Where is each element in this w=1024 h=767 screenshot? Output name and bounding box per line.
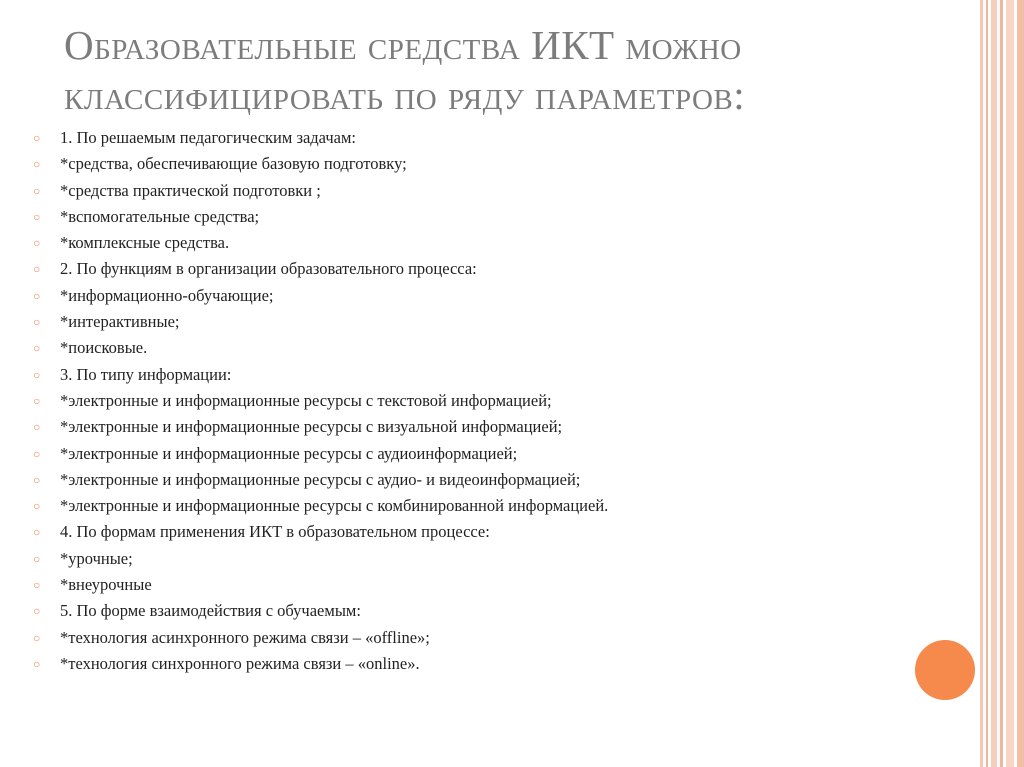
slide-title — [64, 20, 904, 120]
list-item — [30, 204, 910, 230]
list-item — [30, 178, 910, 204]
list-item-text: *внеурочные — [60, 575, 152, 595]
bullet-circle-icon: ○ — [33, 551, 41, 566]
list-item — [30, 467, 910, 493]
slide-title-line-2: классифицировать по ряду параметров: — [64, 72, 746, 118]
list-item — [30, 125, 910, 151]
bullet-circle-icon: ○ — [33, 446, 41, 461]
list-item — [30, 151, 910, 177]
bullet-circle-icon: ○ — [33, 157, 41, 172]
bullet-circle-icon: ○ — [33, 499, 41, 514]
bullet-circle-icon: ○ — [33, 183, 41, 198]
list-item-text: 3. По типу информации: — [60, 364, 232, 384]
list-item-text: *урочные; — [60, 548, 133, 568]
stripe — [991, 0, 997, 767]
list-item — [30, 335, 910, 361]
decorative-stripes — [980, 0, 1024, 767]
list-item-text: *электронные и информационные ресурсы с текстовой информацией; — [60, 390, 552, 410]
list-item — [30, 572, 910, 598]
list-item-text: *средства практической подготовки ; — [60, 180, 321, 200]
stripe — [1006, 0, 1014, 767]
list-item-text: *информационно-обучающие; — [60, 285, 274, 305]
bullet-list — [30, 125, 910, 677]
bullet-circle-icon: ○ — [33, 525, 41, 540]
bullet-circle-icon: ○ — [33, 578, 41, 593]
list-item-text: *электронные и информационные ресурсы с аудиоинформацией; — [60, 443, 518, 463]
list-item-text: *электронные и информационные ресурсы с аудио- и видеоинформацией; — [60, 469, 581, 489]
bullet-circle-icon: ○ — [33, 604, 41, 619]
list-item-text: *технология синхронного режима связи – «online». — [60, 653, 420, 673]
list-item — [30, 256, 910, 282]
bullet-circle-icon: ○ — [33, 315, 41, 330]
stripe — [1000, 0, 1003, 767]
stripe — [1017, 0, 1024, 767]
bullet-circle-icon: ○ — [33, 262, 41, 277]
list-item — [30, 519, 910, 545]
list-item — [30, 546, 910, 572]
bullet-circle-icon: ○ — [33, 288, 41, 303]
list-item — [30, 625, 910, 651]
list-item-text: *средства, обеспечивающие базовую подготовку; — [60, 154, 407, 174]
bullet-circle-icon: ○ — [33, 131, 41, 145]
list-item-text: *технология асинхронного режима связи – «offline»; — [60, 627, 430, 647]
slide-title-line-1: Образовательные средства ИКТ можно — [64, 22, 742, 68]
list-item-text: 2. По функциям в организации образовательного процесса: — [60, 259, 477, 279]
list-item — [30, 230, 910, 256]
bullet-circle-icon: ○ — [33, 341, 41, 356]
list-item — [30, 493, 910, 519]
list-item-text: *поисковые. — [60, 338, 148, 358]
stripe — [980, 0, 983, 767]
list-item-text: 5. По форме взаимодействия с обучаемым: — [60, 601, 361, 621]
bullet-circle-icon: ○ — [33, 656, 41, 671]
list-item-text: *электронные и информационные ресурсы с визуальной информацией; — [60, 417, 563, 437]
list-item — [30, 414, 910, 440]
list-item — [30, 651, 910, 677]
list-item-text: *интерактивные; — [60, 312, 180, 332]
bullet-circle-icon: ○ — [33, 209, 41, 224]
bullet-circle-icon: ○ — [33, 472, 41, 487]
list-item-text: 1. По решаемым педагогическим задачам: — [60, 128, 356, 147]
decorative-circle — [915, 640, 975, 700]
bullet-circle-icon: ○ — [33, 236, 41, 251]
list-item — [30, 388, 910, 414]
list-item-text: *вспомогательные средства; — [60, 206, 260, 226]
bullet-circle-icon: ○ — [33, 420, 41, 435]
list-item — [30, 598, 910, 624]
list-item — [30, 441, 910, 467]
list-item-text: *комплексные средства. — [60, 233, 230, 253]
list-item — [30, 283, 910, 309]
stripe — [986, 0, 988, 767]
bullet-circle-icon: ○ — [33, 630, 41, 645]
list-item — [30, 362, 910, 388]
bullet-circle-icon: ○ — [33, 367, 41, 382]
list-item-text: 4. По формам применения ИКТ в образовательном процессе: — [60, 522, 490, 542]
list-item-text: *электронные и информационные ресурсы с комбинированной информацией. — [60, 496, 609, 516]
list-item — [30, 309, 910, 335]
bullet-circle-icon: ○ — [33, 393, 41, 408]
